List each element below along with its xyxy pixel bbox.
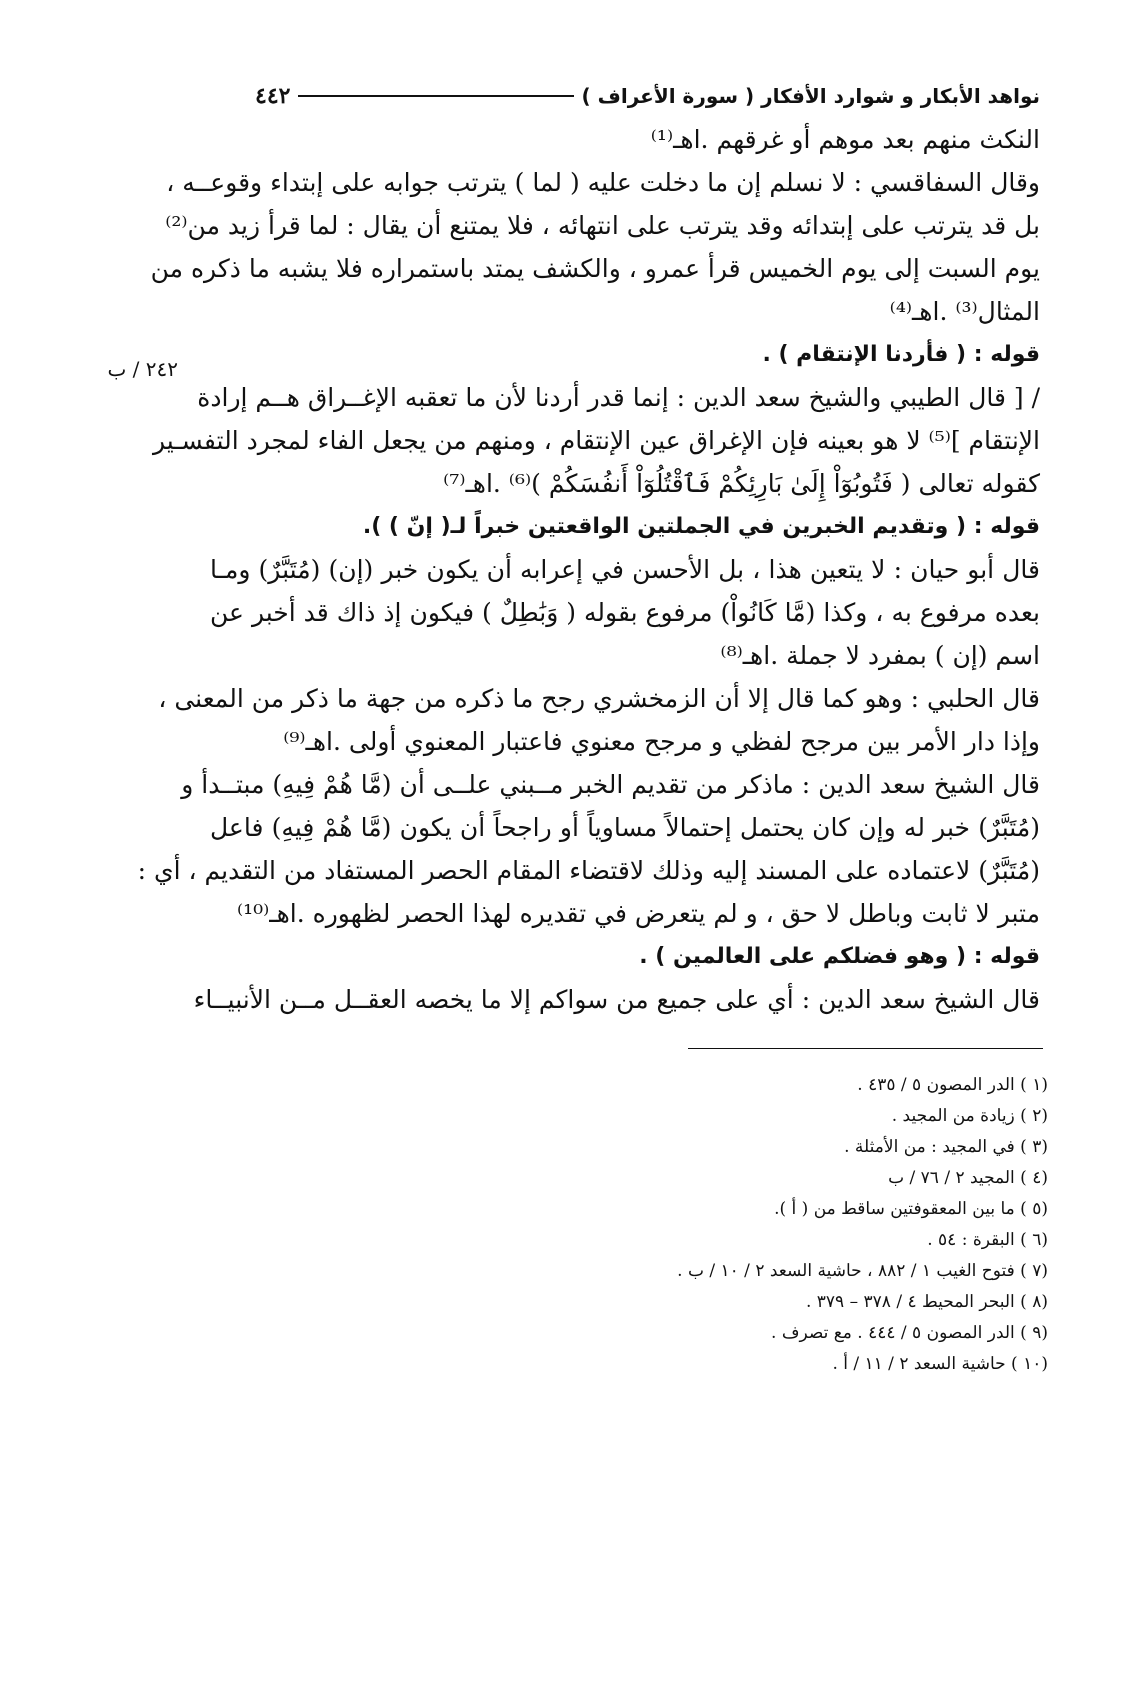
section-heading: قوله : ( فأردنا الإنتقام ) . — [762, 342, 1040, 367]
running-title: نواهد الأبكار و شوارد الأفكار ( سورة الأعراف ) — [581, 84, 1040, 108]
footnote-separator — [688, 1048, 1043, 1049]
text-line: وقال السفاقسي : لا نسلم إن ما دخلت عليه ( لما ) يترتب جوابه على إبتداء وقوعــه ، — [166, 168, 1040, 197]
text-line: قال الشيخ سعد الدين : ماذكر من تقديم الخبر مــبني علــى أن (مَّا هُمْ فِيهِ) مبتــدأ و — [181, 770, 1040, 799]
margin-folio-note: ٢٤٢ / ب — [107, 357, 178, 381]
text-line: بعده مرفوع به ، وكذا (مَّا كَانُواْ) مرفوع بقوله ( وَبَٰطِلٌ ) فيكون إذ ذاك قد أخبر عن — [210, 598, 1040, 627]
quran-quote-line: كقوله تعالى ( فَتُوبُوٓاْ إِلَىٰ بَارِئِكُمْ فَٱقْتُلُوٓاْ أَنفُسَكُمْ )⁽⁶⁾ .اهـ⁽⁷⁾ — [443, 469, 1040, 498]
text-line: / [ قال الطيبي والشيخ سعد الدين : إنما قدر أردنا لأن ما تعقبه الإغــراق هــم إرادة — [197, 383, 1040, 412]
text-line: (مُتَبَّرٌ) خبر له وإن كان يحتمل إحتمالاً مساوياً أو راجحاً أن يكون (مَّا هُمْ فِيهِ) فاعل — [210, 813, 1040, 842]
footnote-item: (٧ ) فتوح الغيب ١ / ٨٨٢ ، حاشية السعد ٢ / ١٠ / ب . — [677, 1261, 1048, 1281]
footnote-item: (١ ) الدر المصون ٥ / ٤٣٥ . — [857, 1075, 1048, 1095]
section-heading: قوله : ( وتقديم الخبرين في الجملتين الواقعتين خبراً لـ( إنّ ) ). — [362, 514, 1040, 539]
text-line: متبر لا ثابت وباطل لا حق ، و لم يتعرض في تقديره لهذا الحصر لظهوره .اهـ⁽¹⁰⁾ — [236, 899, 1040, 928]
footnote-item: (٩ ) الدر المصون ٥ / ٤٤٤ . مع تصرف . — [771, 1323, 1048, 1343]
footnote-item: (٤ ) المجيد ٢ / ٧٦ / ب — [888, 1168, 1048, 1188]
header-rule — [298, 95, 573, 97]
section-heading: قوله : ( وهو فضلكم على العالمين ) . — [639, 944, 1040, 969]
page-number: ٤٤٢ — [255, 83, 291, 109]
text-line: اسم (إن ) بمفرد لا جملة .اهـ⁽⁸⁾ — [720, 641, 1040, 670]
page-header — [255, 78, 1040, 114]
text-line: (مُتَبَّرٌ) لاعتماده على المسند إليه وذلك لاقتضاء المقام الحصر المستفاد من التقديم ، أي : — [137, 856, 1040, 885]
footnote-item: (٨ ) البحر المحيط ٤ / ٣٧٨ – ٣٧٩ . — [805, 1292, 1048, 1312]
text-line: النكث منهم بعد موهم أو غرقهم .اهـ⁽¹⁾ — [650, 125, 1040, 154]
footnote-item: (٦ ) البقرة : ٥٤ . — [927, 1230, 1048, 1250]
footnote-item: (١٠ ) حاشية السعد ٢ / ١١ / أ . — [832, 1354, 1048, 1374]
text-line: الإنتقام ]⁽⁵⁾ لا هو بعينه فإن الإغراق عين الإنتقام ، ومنهم من يجعل الفاء لمجرد التفسـير — [152, 426, 1040, 455]
footnotes — [450, 1070, 1048, 1380]
text-line: بل قد يترتب على إبتدائه وقد يترتب على انتهائه ، فلا يمتنع أن يقال : لما قرأ زيد من⁽²⁾ — [165, 211, 1040, 240]
text-line: قال الشيخ سعد الدين : أي على جميع من سواكم إلا ما يخصه العقــل مــن الأنبيــاء — [193, 985, 1040, 1014]
text-line: المثال⁽³⁾ .اهـ⁽⁴⁾ — [889, 297, 1040, 326]
text-line: قال أبو حيان : لا يتعين هذا ، بل الأحسن في إعرابه أن يكون خبر (إن) (مُتَبَّرٌ) ومـا — [210, 555, 1040, 584]
footnote-item: (٥ ) ما بين المعقوفتين ساقط من ( أ ). — [774, 1199, 1048, 1219]
text-line: وإذا دار الأمر بين مرجح لفظي و مرجح معنوي فاعتبار المعنوي أولى .اهـ⁽⁹⁾ — [283, 727, 1040, 756]
text-line: قال الحلبي : وهو كما قال إلا أن الزمخشري رجح ما ذكره من جهة ما ذكر من المعنى ، — [158, 684, 1040, 713]
footnote-item: (٣ ) في المجيد : من الأمثلة . — [844, 1137, 1048, 1157]
footnote-item: (٢ ) زيادة من المجيد . — [891, 1106, 1048, 1126]
text-line: يوم السبت إلى يوم الخميس قرأ عمرو ، والكشف يمتد باستمراره فلا يشبه ما ذكره من — [150, 254, 1040, 283]
